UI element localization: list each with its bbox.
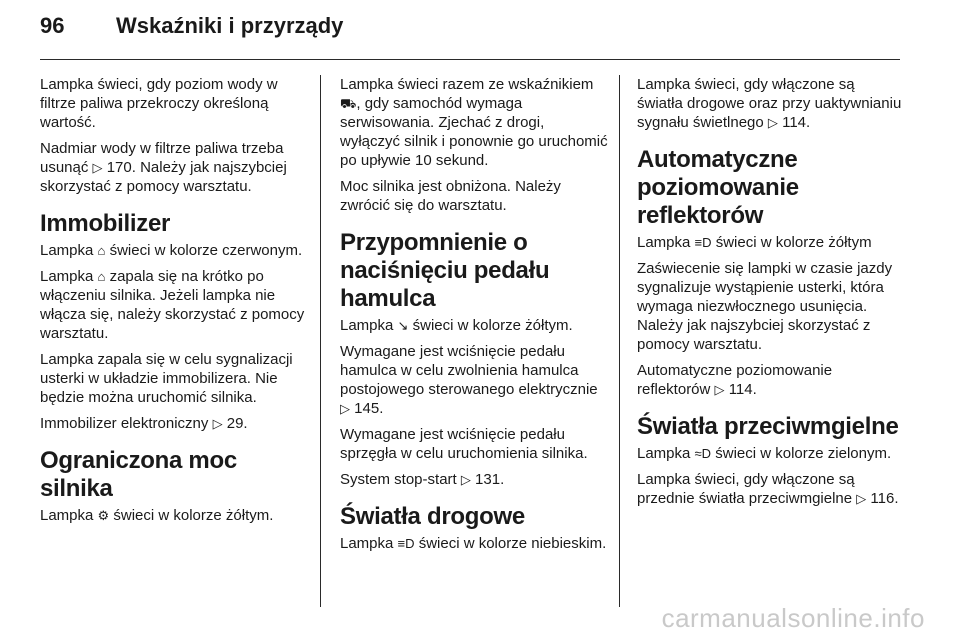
column-divider [320, 75, 321, 607]
text-run: Lampka [637, 234, 695, 251]
text-run: Lampka świeci, gdy włączone są światła drogowe oraz przy uaktywnianiu sygnału świetlnego [637, 76, 902, 131]
text-run: Lampka [40, 242, 98, 259]
fog-light-icon: ≈D [694, 446, 712, 461]
high-beam-icon: ≡D [397, 536, 415, 551]
text-run: Przypomnienie o naciśnięciu pedału hamulca [340, 229, 550, 312]
headlight-leveling-icon: ≡D [694, 235, 712, 250]
text-run: 131. [470, 471, 505, 488]
text-run: , gdy samochód wymaga serwisowania. Zjechać z drogi, wyłączyć silnik i ponownie go uruchomić po upływie 10 sekund. [340, 95, 608, 169]
text-run: Nadmiar wody w filtrze paliwa trzeba usunąć [40, 140, 284, 176]
paragraph [40, 506, 308, 525]
text-run: Lampka [40, 268, 98, 285]
paragraph [340, 177, 608, 215]
reduced-power-icon: ⚙ [97, 508, 110, 523]
paragraph [40, 241, 308, 260]
paragraph [340, 75, 608, 170]
paragraph [40, 414, 308, 433]
car-key-icon: ⌂ [97, 269, 106, 284]
paragraph [340, 534, 608, 553]
text-run: Lampka świeci, gdy włączone są przednie światła przeciwmgielne [637, 471, 857, 507]
text-run: 29. [222, 415, 248, 432]
paragraph [40, 139, 308, 196]
paragraph [637, 75, 902, 132]
page-reference-arrow-icon: ▷ [714, 382, 725, 397]
brake-pedal-icon: ↘ [397, 318, 409, 333]
text-run: Lampka zapala się w celu sygnalizacji usterki w układzie immobilizera. Nie będzie można uruchomić silnika. [40, 351, 293, 406]
column-divider [619, 75, 620, 607]
text-run: Automatyczne poziomowanie reflektorów [637, 146, 799, 229]
page-title: Wskaźniki i przyrządy [116, 13, 344, 38]
text-run: Światła drogowe [340, 503, 525, 530]
paragraph [40, 350, 308, 407]
paragraph [637, 259, 902, 354]
column-3 [637, 75, 902, 515]
text-run: Wymagane jest wciśnięcie pedału hamulca w celu zwolnienia hamulca postojowego sterowanego elektrycznie [340, 343, 598, 398]
section-heading [340, 503, 608, 531]
column-1 [40, 75, 308, 532]
column-2 [340, 75, 608, 560]
text-run: świeci w kolorze zielonym. [711, 445, 892, 462]
header-divider [40, 59, 900, 60]
paragraph [340, 470, 608, 489]
text-run: Moc silnika jest obniżona. Należy zwrócić się do warsztatu. [340, 178, 561, 214]
text-run: 114. [724, 381, 757, 398]
paragraph [637, 233, 902, 252]
section-heading [40, 447, 308, 503]
text-run: Światła przeciwmgielne [637, 413, 899, 440]
text-run: Lampka świeci razem ze wskaźnikiem [340, 76, 594, 93]
text-run: Lampka [340, 317, 398, 334]
text-run: świeci w kolorze czerwonym. [105, 242, 303, 259]
text-run: świeci w kolorze żółtym. [408, 317, 573, 334]
page-reference-arrow-icon: ▷ [460, 472, 471, 487]
section-heading [637, 413, 902, 441]
paragraph [340, 316, 608, 335]
text-run: Lampka [40, 507, 98, 524]
service-vehicle-icon: ⛟ [340, 96, 357, 111]
paragraph [40, 267, 308, 343]
text-run: 145. [350, 400, 384, 417]
page-number: 96 [40, 13, 65, 38]
text-run: 114. [777, 114, 811, 131]
paragraph [637, 444, 902, 463]
text-run: Lampka [340, 535, 398, 552]
text-run: zapala się na krótko po włączeniu silnika. Jeżeli lampka nie włącza się, należy skorzystać z pomocy warsztatu. [40, 268, 305, 342]
text-run: świeci w kolorze żółtym [711, 234, 872, 251]
text-run: świeci w kolorze niebieskim. [414, 535, 607, 552]
page-reference-arrow-icon: ▷ [340, 401, 350, 416]
text-run: Lampka świeci, gdy poziom wody w filtrze paliwa przekroczy określoną wartość. [40, 76, 278, 131]
car-key-icon: ⌂ [97, 243, 106, 258]
text-run: Lampka [637, 445, 695, 462]
paragraph [40, 75, 308, 132]
text-run: Automatyczne poziomowanie reflektorów [637, 362, 833, 398]
text-run: Immobilizer [40, 210, 171, 237]
text-run: Zaświecenie się lampki w czasie jazdy sygnalizuje wystąpienie usterki, która wymaga niezwłocznego usunięcia. Należy jak najszybciej skorzystać z pomocy warsztatu. [637, 260, 893, 353]
text-run: świeci w kolorze żółtym. [109, 507, 274, 524]
text-run: 170. Należy jak najszybciej skorzystać z pomocy warsztatu. [40, 159, 287, 195]
page-reference-arrow-icon: ▷ [92, 160, 103, 175]
section-heading [40, 210, 308, 238]
text-run: Immobilizer elektroniczny [40, 415, 213, 432]
text-run: Ograniczona moc silnika [40, 447, 237, 502]
section-heading [340, 229, 608, 313]
paragraph [637, 361, 902, 399]
page-reference-arrow-icon: ▷ [856, 491, 867, 506]
paragraph [340, 342, 608, 418]
watermark: carmanualsonline.info [661, 603, 925, 633]
section-heading [637, 146, 902, 230]
page-reference-arrow-icon: ▷ [767, 115, 778, 130]
page-reference-arrow-icon: ▷ [212, 416, 223, 431]
text-run: System stop-start [340, 471, 461, 488]
paragraph [637, 470, 902, 508]
paragraph [340, 425, 608, 463]
text-run: Wymagane jest wciśnięcie pedału sprzęgła w celu uruchomienia silnika. [340, 426, 588, 462]
text-run: 116. [866, 490, 899, 507]
